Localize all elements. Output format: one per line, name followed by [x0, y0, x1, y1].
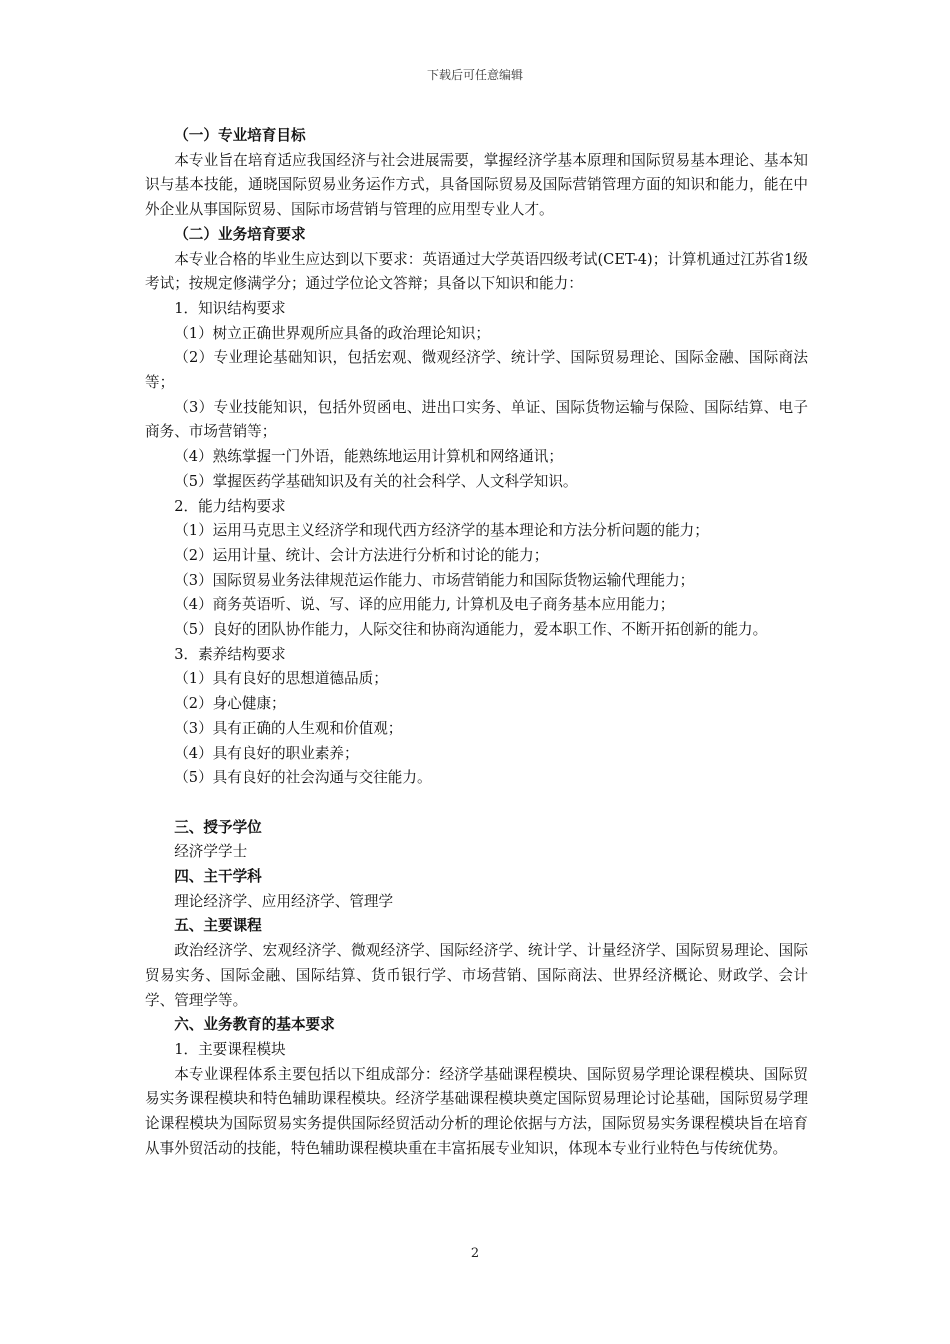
page-number: 2 [470, 1246, 480, 1261]
paragraph: （4）熟练掌握一门外语，能熟练地运用计算机和网络通讯； [174, 448, 563, 466]
paragraph: （4）具有良好的职业素养； [174, 744, 359, 762]
paragraph: 1．知识结构要求 [174, 299, 286, 317]
paragraph: （2）运用计量、统计、会计方法进行分析和讨论的能力； [174, 546, 549, 564]
paragraph: （5）具有良好的社会沟通与交往能力。 [174, 769, 432, 787]
page-header: 下载后可任意编辑 [426, 68, 523, 82]
paragraph: （3）专业技能知识，包括外贸函电、进出口实务、单证、国际货物运输与保险、国际结算、电子商务、市场营销等； [145, 398, 808, 441]
paragraph: （1）具有良好的思想道德品质； [174, 670, 388, 688]
paragraph: （2）专业理论基础知识，包括宏观、微观经济学、统计学、国际贸易理论、国际金融、国际商法等； [145, 349, 808, 392]
paragraph: 本专业课程体系主要包括以下组成部分：经济学基础课程模块、国际贸易学理论课程模块、国际贸易实务课程模块和特色辅助课程模块。经济学基础课程模块奠定国际贸易理论讨论基础，国际贸易学理论课程模块为国际贸易实务提供国际经贸活动分析的理论依据与方法，国际贸易实务课程模块旨在培育从事外贸活动的技能，特色辅助课程模块重在丰富拓展专业知识，体现本专业行业特色与传统优势。 [145, 1065, 808, 1157]
paragraph: 1．主要课程模块 [174, 1041, 286, 1058]
section-heading: 四、主干学科 [174, 868, 262, 886]
paragraph: （4）商务英语听、说、写、译的应用能力, 计算机及电子商务基本应用能力； [174, 596, 675, 614]
document-body [145, 124, 808, 1162]
paragraph: 经济学学士 [174, 843, 248, 861]
paragraph: 理论经济学、应用经济学、管理学 [174, 892, 394, 910]
section-heading: 六、业务教育的基本要求 [174, 1016, 335, 1034]
paragraph: 本专业旨在培育适应我国经济与社会进展需要，掌握经济学基本原理和国际贸易基本理论、基本知识与基本技能，通晓国际贸易业务运作方式，具备国际贸易及国际营销管理方面的知识和能力，能在中外企业从事国际贸易、国际市场营销与管理的应用型专业人才。 [145, 151, 808, 219]
section-heading: 三、授予学位 [174, 818, 262, 836]
paragraph: （3）具有正确的人生观和价值观； [174, 719, 403, 737]
blank-line [145, 791, 808, 816]
paragraph: （5）掌握医药学基础知识及有关的社会科学、人文科学知识。 [174, 472, 578, 490]
paragraph: （3）国际贸易业务法律规范运作能力、市场营销能力和国际货物运输代理能力； [174, 571, 695, 589]
paragraph: （1）树立正确世界观所应具备的政治理论知识； [174, 324, 490, 342]
paragraph: 3．素养结构要求 [174, 645, 286, 663]
section-heading: 五、主要课程 [174, 917, 262, 935]
paragraph: （5）良好的团队协作能力，人际交往和协商沟通能力，爱本职工作、不断开拓创新的能力。 [174, 621, 768, 639]
paragraph: 政治经济学、宏观经济学、微观经济学、国际经济学、统计学、计量经济学、国际贸易理论、国际贸易实务、国际金融、国际结算、货币银行学、市场营销、国际商法、世界经济概论、财政学、会计学、管理学等。 [145, 942, 808, 1009]
section-heading: （一）专业培育目标 [174, 127, 306, 144]
paragraph: （1）运用马克思主义经济学和现代西方经济学的基本理论和方法分析问题的能力； [174, 522, 709, 540]
paragraph: （2）身心健康； [174, 695, 286, 713]
paragraph: 本专业合格的毕业生应达到以下要求：英语通过大学英语四级考试(CET-4)；计算机通过江苏省1级考试；按规定修满学分；通过学位论文答辩；具备以下知识和能力： [145, 250, 808, 293]
section-heading: （二）业务培育要求 [174, 225, 306, 243]
paragraph: 2．能力结构要求 [174, 497, 286, 515]
